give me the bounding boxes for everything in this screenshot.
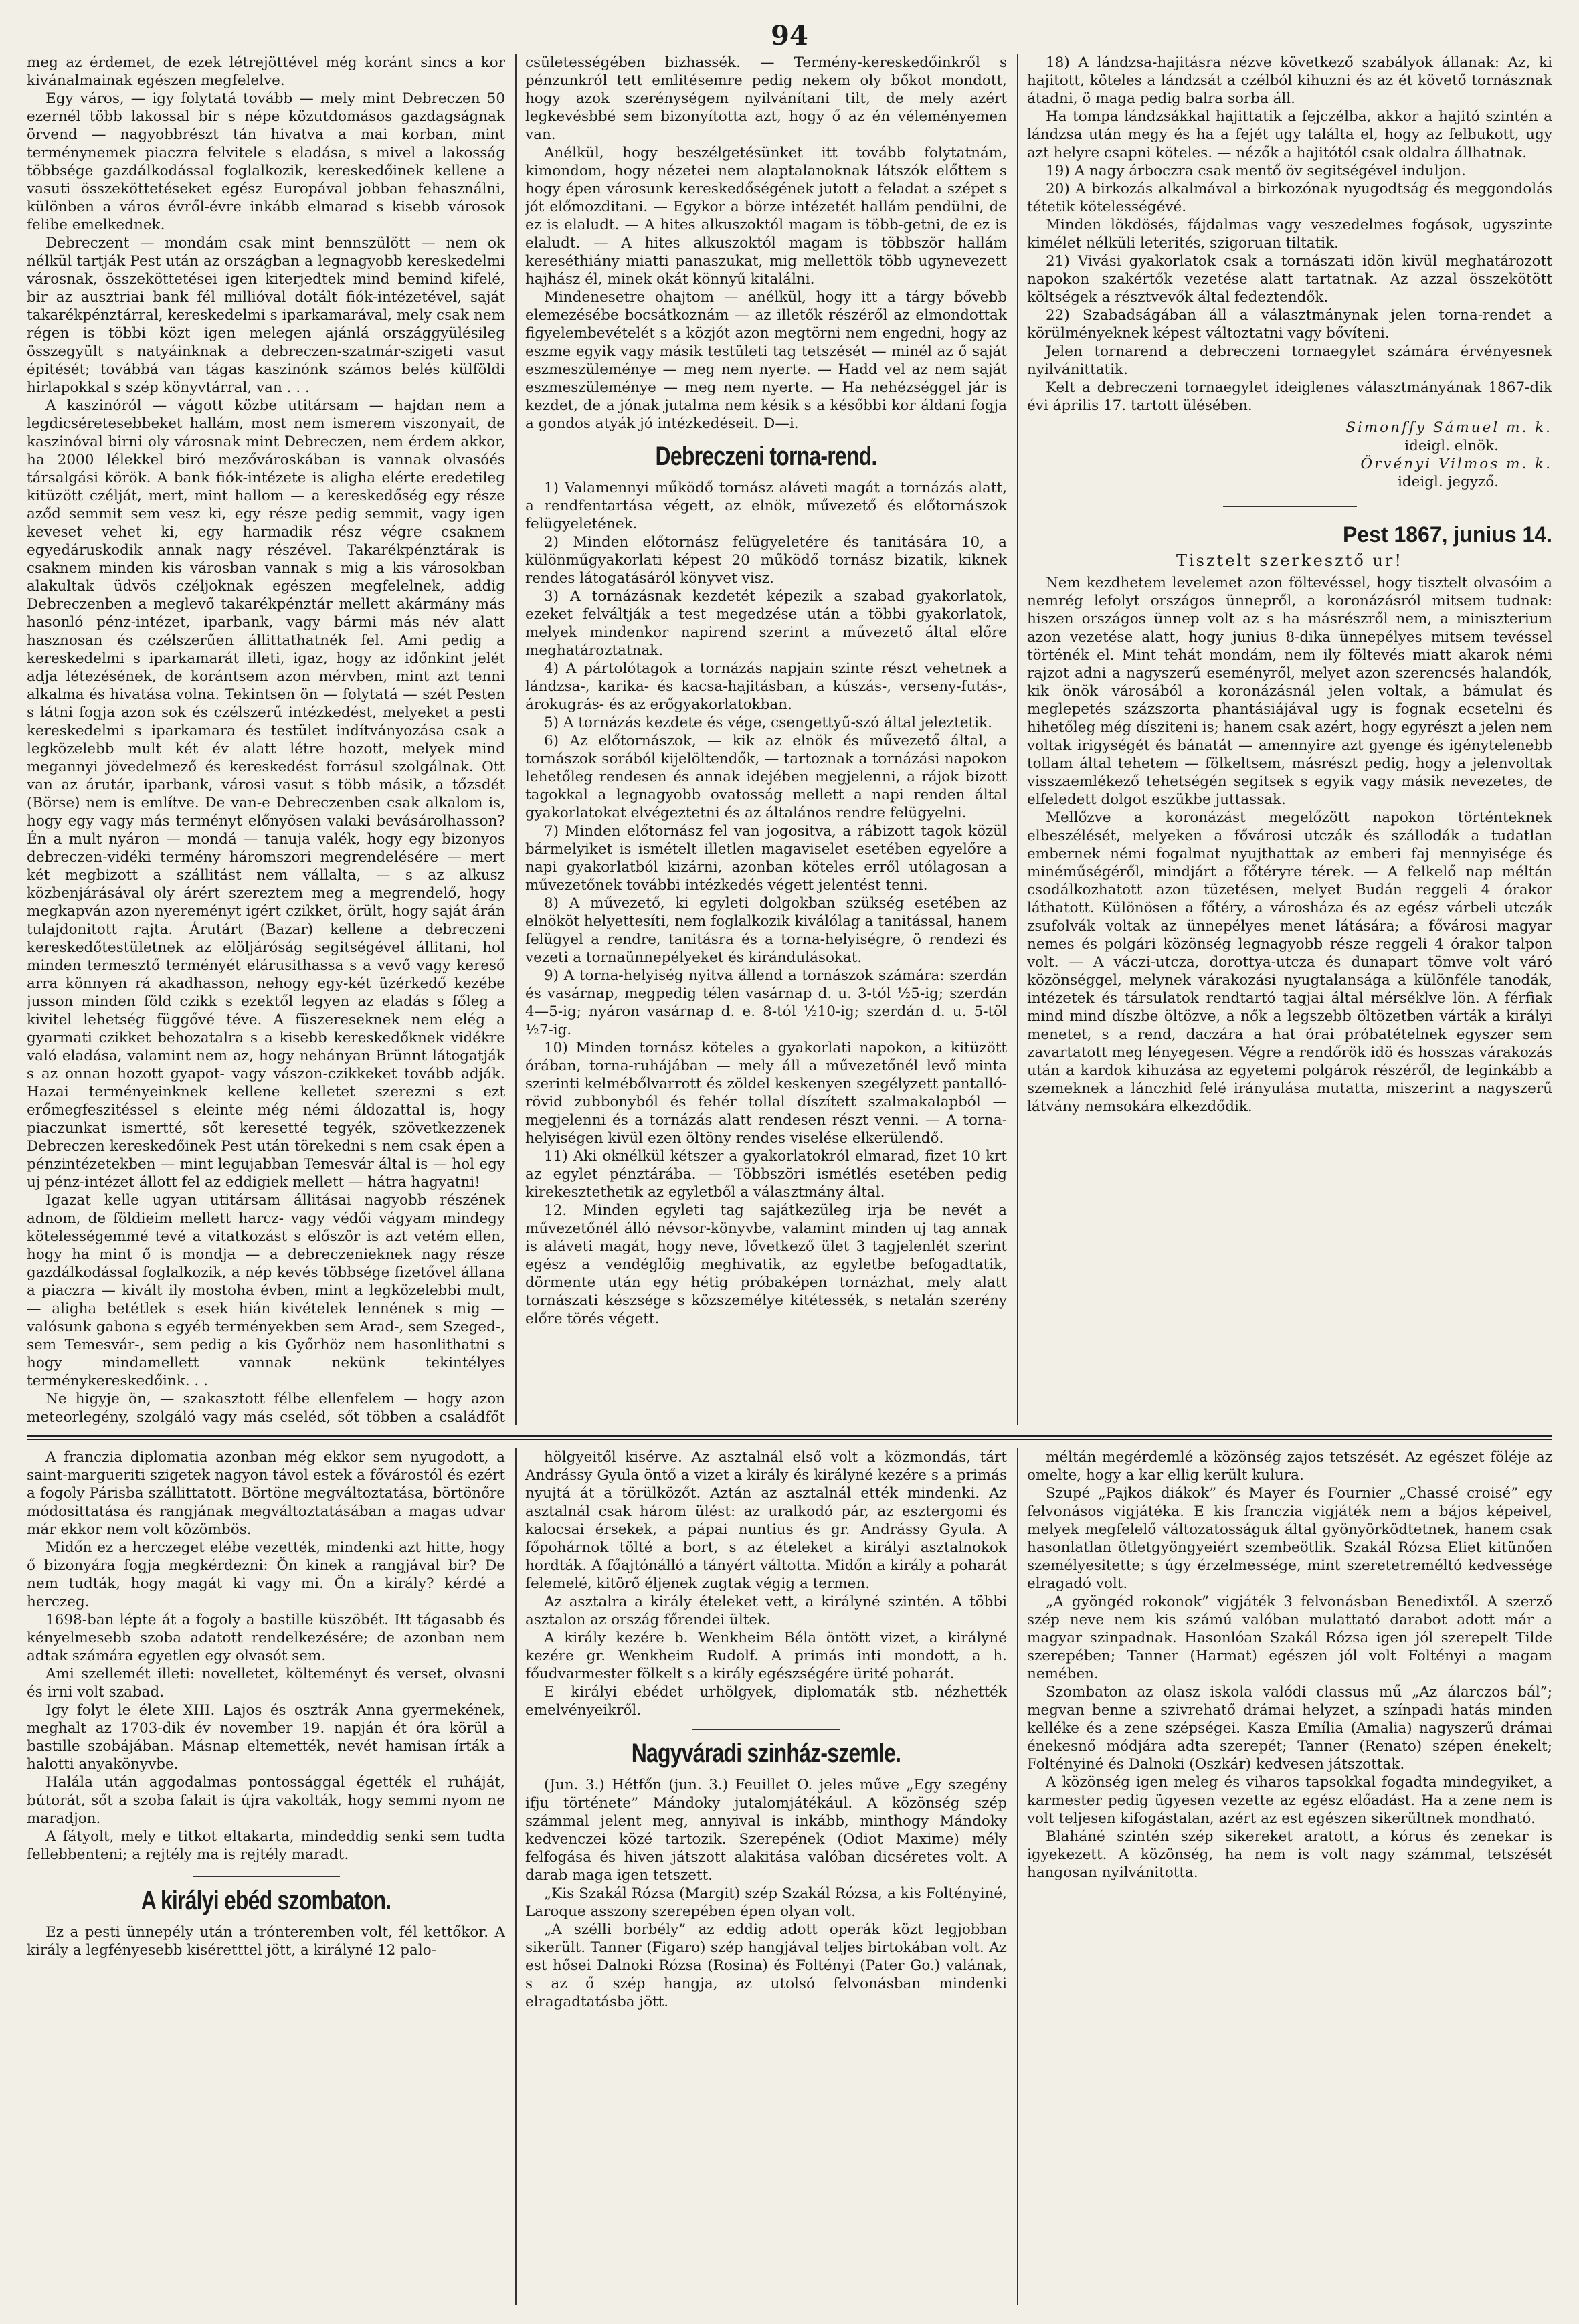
letter-paragraph: Nem kezdhetem levelemet azon föltevéssel, hogy tisztelt olvasóim a nemrég lefolyt országos ünnepről, a koronázásról mitsem tudnak: hiszen országos ünnep volt az s ha másrészről nem, a miniszterium azon vezetése alatt, hogy junius 8-dika ünnepélyes mitsem tevéssel történék el. Mint tehát mondám, nem ily föltevés miatt akarok némi rajzot adni a nagyszerű eseményről, melyet azon szerencsés halandók, kik önök városából a koronázásnál jelen voltak, a bámulat és meglepetés százszorta phantásiájával ugy is fognak ecsetelni és hihetőleg még dísziteni is; hanem csak azért, hogy egyrészt a jelen nem voltak irigységét és bánatát — amennyire azt gyenge és igénytelenebb tollam által tehetem — fölkeltsem, másrészt pedig, hogy a jelenvoltak visszaemlékező tehetségén segitsek s egyik vagy másik nevezetes, de elfeledett dolgot eszükbe juttassak. (1027, 575, 1552, 808)
short-divider-3 (692, 1729, 840, 1730)
column-divider-2 (1017, 54, 1018, 1425)
letter-paragraph: Mellőzve a koronázást megelőzött napokon történteknek elbeszélését, melyeken a fővárosi utczák és szállodák a tudatlan embernek némi fogalmat nyujthattak az emberi faj mennyisége és minéműségéről, mindjárt a főtéryre térek. — A felkelő nap méltán csodálkozhatott azon tüzetésen, melyet Budán reggeli 4 órakor láthatott. Különösen a főtéry, a városháza és az egész várbeli utczák zsufolvák voltak az ünnepélyes menet látására; a fővárosi magyar nemes és polgári közönség legnagyobb része reggeli 4 órakor talpon volt. — A váczi-utcza, dorottya-utcza és dunapart tömve volt váró közönséggel, melynek várakozási nyugtalansága a különféle tanodák, intézetek és társulatok rendtartó tagjai által mérséklve lön. A férfiak mind mind díszbe öltözve, a nők a legszebb öltözetben várták a királyi menetet, s a rend, daczára a hat órai próbatételnek egyszer sem zavartatott meg lényegesen. Végre a rendőrök idö és hosszas várakozás után a kardok kihuzása az egyetemi polgárok részéről, de leginkább a szemeknek a lánczhid felé irányulása mutatta, miszerint a nagyszerű látvány nemsokára elkezdődik. (1027, 809, 1552, 1115)
rule-item: 7) Minden előtornász fel van jogositva, a rábizott tagok közül bármelyiket is ismételt illetlen magaviselet esetében egyelőre a napi gyakorlatból kizárni, azonban köteles erről utólagosan a művezetőnek további intézkedés végett jelentést tenni. (525, 823, 1007, 894)
rule-item: 5) A tornázás kezdete és vége, csengettyű-szó által jeleztetik. (544, 714, 992, 731)
paragraph: A fátyolt, mely e titkot eltakarta, mindeddig senki sem tudta fellebbenteni; a rejtély ma is rejtély maradt. (27, 1828, 505, 1863)
rule-item: Kelt a debreczeni tornaegylet ideiglenes választmányának 1867-dik évi április 17. tartott ülésében. (1027, 379, 1552, 414)
bottom-column-1 (27, 1448, 505, 2305)
review-paragraph: „A szélli borbély” az eddig adott operák közt legjobban sikerült. Tanner (Figaro) szép hangjával teljes birtokában volt. Az est hősei Dalnoki Rózsa (Rosina) és Foltényi (Pater Go.) valának, s az ő szép hangja, az utolsó felvonásban mindenki elragadtatásba jött. (525, 1921, 1007, 2010)
salutation: Tisztelt szerkesztő ur! (1176, 551, 1404, 570)
paragraph: Halála után aggodalmas pontossággal égették el ruháját, bútorát, sőt a szoba falait is újra vakolták, hogy semmi nyom ne maradjon. (27, 1774, 505, 1827)
short-divider-2 (193, 1876, 340, 1877)
rule-item: 3) A tornázásnak kezdetét képezik a szabad gyakorlatok, ezeket felváltják a test megedzése után a többi gyakorlatok, melyek mindenkor napirend szerint a művezető által előre meghatároztatnak. (525, 588, 1007, 659)
rule-item: 4) A pártolótagok a tornázás napjain szinte részt vehetnek a lándzsa-, karika- és kacsa-hajitásban, a kúszás-, verseny-futás-, árokugrás- és az erőgyakorlatokban. (525, 660, 1007, 713)
bottom-column-1-body (27, 1448, 505, 1864)
paragraph: A király kezére b. Wenkheim Béla öntött vizet, a királyné kezére gr. Wenkheim Rudolf. A primás inti mondott, a h. főudvarmester fölkelt s a király egészségére ürité poharát. (525, 1630, 1007, 1682)
paragraph: Szombaton az olasz iskola valódi classus mű „Az álarczos bál”; megvan benne a szivrehatő drámai helyzet, a színpadi hatás minden kelléke és a zene szépségei. Kasza Emília (Amalia) nagyszerű drámai énekesnő módjára adta szerepét; Tanner (Renato) szépen énekelt; Foltényiné és Dalnoki (Oszkár) kedvesen játszottak. (1027, 1684, 1552, 1773)
signature-president: Simonffy Sámuel m. k. (1345, 419, 1552, 436)
review-paragraph: (Jun. 3.) Hétfőn (jun. 3.) Feuillet O. jeles műve „Egy szegény ifju története” Mándoky jutalomjátékául. A közönség szép számmal jelent meg, annyival is inkább, minthogy Mándoky kedvenczei közé tartozik. Szerepének (Odiot Maxime) mély felfogása és hiven játszott alakitása valóban dicséretes volt. A darab maga igen tetszett. (525, 1777, 1007, 1884)
paragraph: csületességében bizhassék. — Termény-kereskedőinkről s pénzunkról tett emlitésemre pedig nekem oly bőkot mondott, hogy azok szerénységem nyilvánítani tilt, de mely azért legkevésbbé sem bizonyította azt, hogy ő az én véleményemen van. (525, 54, 1007, 143)
rule-item: 21) Vivási gyakorlatok csak a tornászati idön kivül meghatározott napokon szakértők vezetése alatt tartatnak. Az azzal összekötött költségek a résztvevők által fedeztendők. (1027, 253, 1552, 306)
rule-item: 6) Az előtornászok, — kik az elnök és művezető által, a tornászok sorából kijelöltendők, — tartoznak a tornázási napokon lehetőleg rendesen és annak idejében megjelenni, a rájok bizott tagokkal a legnagyobb ovatosság mellett a napi renden által gyakorlatokat elvégeztetni és az általános rendre felügyelni. (525, 733, 1007, 821)
bottom-divider-1 (515, 1448, 517, 2305)
rule-item: 11) Aki oknélkül kétszer a gyakorlatokról elmarad, fizet 10 krt az egylet pénztárába. — Többszöri ismétlés esetében pedig kirekesztethetik az egyletből a választmány által. (525, 1148, 1007, 1201)
paragraph: Midőn ez a herczeget elébe vezették, mindenki azt hitte, hogy ő bizonyára fogja megkérdezni: Ön kinek a rangjával bir? De nem tudták, hogy magát ki vagy mi. Ön a király? kérdé a herczeg. (27, 1539, 505, 1610)
column-3 (1027, 54, 1552, 1425)
paragraph: Ne higyje ön, — szakasztott félbe ellenfelem — hogy azon meteorlegény, szolgáló vagy más cseléd, sőt többen a családfőt (27, 1391, 505, 1425)
closing-paragraph: Ez a pesti ünnepély után a trónteremben volt, fél kettőkor. A király a legfényesebb kiséretttel jött, a királyné 12 palo- (27, 1924, 505, 1959)
bottom-column-3-body (1027, 1448, 1552, 1882)
rule-item: 2) Minden előtornász felügyeletére és tanitására 10, a különműgyakorlati képest 20 működő tornász bizatik, kiknek rendes látogatásáról könyvet visz. (525, 534, 1007, 587)
paragraph: Az asztalra a király ételeket vett, a királyné szintén. A többi asztalon az ország főrendei ültek. (525, 1593, 1007, 1628)
torna-rend-rules (525, 479, 1007, 1328)
review-paragraph: „Kis Szakál Rózsa (Margit) szép Szakál Rózsa, a kis Foltényiné, Laroque asszony szerepében épen olyan volt. (525, 1885, 1007, 1920)
bottom-column-2-body (525, 1448, 1007, 1719)
rule-item: Jelen tornarend a debreczeni tornaegylet számára érvényesnek nyilvánittatik. (1027, 343, 1552, 378)
section-title-kiralyi-ebed: A királyi ebéd szombaton. (141, 1886, 391, 1915)
newspaper-page (27, 13, 1552, 2308)
column-3-rules (1027, 54, 1552, 415)
column-2 (525, 54, 1007, 1425)
bottom-column-3 (1027, 1448, 1552, 2305)
signature-secretary-title: ideigl. jegyző. (1398, 474, 1499, 490)
column-1-body (27, 54, 505, 1425)
rule-item: 10) Minden tornász köteles a gyakorlati napokon, a kitüzött órában, torna-ruhájában — mely áll a művezetőnél levő minta szerinti kelmébőlvarrott és zöldel keskenyen szegélyzett pantalló-rövid zubbonyból és fehér tollal díszített szalmakalapból — megjelenni és a tornázás alatt rendesen részt venni. — A torna-helyiségen kivül ezen öltöny rendes viselése elkerülendő. (525, 1040, 1007, 1147)
paragraph: Szupé „Pajkos diákok” és Mayer és Fournier „Chassé croisé” egy felvonásos vigjátéka. E kis franczia vigjáték nem a bájos képeivel, melyek megfelelő változatosságuk által gyönyörködtetnek, hanem csak hasonlatlan ötletgyöngyeiért szembeötlik. Szakál Rózsa Eliet kitünően személyesitette; s úgy érzelmessége, mint szeretetreméltó kedvessége elragadó volt. (1027, 1485, 1552, 1592)
paragraph: A közönség igen meleg és viharos tapsokkal fogadta mindegyiket, a karmester pedig ügyesen vezette az egész előadást. Ha a zene nem is volt teljesen kifogástalan, azért az est egészen sikerültnek mondható. (1027, 1774, 1552, 1827)
short-divider (1223, 506, 1357, 507)
paragraph: Igazat kelle ugyan utitársam állitásai nagyobb részének adnom, de földieim mellett harcz- vagy védői vágyam mindegy kötelességemmé tevé a vitatkozást s először is azt vetém ellen, hogy ha mint ő is mondja — a debreczenieknek nagy része gazdálkodással foglalkozik, a nép kevés többsége fizetővel állana a piaczra — kivált ily mostoha évben, mint a legközelebbi mult, — aligha betétlek s esek hián kivételek lennének s mig — valósunk gabona s egyéb terményekben sem Arad-, sem Szeged-, sem Temesvár-, sem pedig a kis Győrhöz nem hasonlithatni s hogy mindamellett vannak nekünk tekintélyes terménykereskedőink. . . (27, 1192, 505, 1389)
paragraph: „A gyöngéd rokonok” vigjáték 3 felvonásban Benedixtől. A szerző szép neve nem kis számú valóban mulattató darabot adott már a magyar szinpadnak. Hasonlóan Szakál Rózsa igen jól szerepelt Tilde szerepében; Tanner (Harmat) egészen jól volt Foltényi a magam nemében. (1027, 1593, 1552, 1682)
paragraph: A franczia diplomatia azonban még ekkor sem nyugodott, a saint-margueriti szigetek nagyon távol estek a fővárostól és ezért a fogoly Párisba szállittatott. Börtöne megváltoztatása, börtönőre módosittatása és rangjának megváltoztatásában a magas udvar már ekkor nem volt közömbös. (27, 1449, 505, 1538)
signature-president-title: ideigl. elnök. (1404, 438, 1499, 454)
paragraph: Egy város, — igy folytatá tovább — mely mint Debreczen 50 ezernél több lakossal bir s népe közutdomásos gazdagságnak örvend — nagyobbrészt tán hivatva a mai korban, mint terménynemek piaczra felvitele s eladása, s mivel a lakosság többsége gazdálkodással foglalkozik, kereskedőinek kellene a vasuti összeköttetéseket egész Europával jobban fehasználni, különben a város évről-évre inkább elmarad s kisebb városok felibe emelkednek. (27, 90, 505, 233)
paragraph: meg az érdemet, de ezek létrejöttével még koránt sincs a kor kivánalmainak egészen megfelelve. (27, 54, 505, 89)
column-divider-1 (515, 54, 517, 1425)
section-title-torna-rend: Debreczeni torna-rend. (655, 442, 877, 471)
rule-item: 18) A lándzsa-hajitásra nézve következő szabályok állanak: Az, ki hajitott, köteles a lándzsát a czélból kihuzni és az ét követő tornásznak átadni, ö maga pedig balra sorba áll. (1027, 54, 1552, 107)
rule-item: 20) A birkozás alkalmával a birkozónak nyugodtság és meggondolás tétetik kötelességévé. (1027, 181, 1552, 215)
theatre-review (525, 1776, 1007, 2011)
paragraph: méltán megérdemlé a közönség zajos tetszését. Az egészet föléje az omelte, hogy a kar ellig került kulura. (1027, 1449, 1552, 1484)
rule-item: 9) A torna-helyiség nyitva állend a tornászok számára: szerdán és vasárnap, megpedig télen vasárnap d. u. 3-tól ½5-ig; szerdán 4—5-ig; nyáron vasárnap d. e. 8-tól ½10-ig; szerdán d. u. 5-töl ½7-ig. (525, 967, 1007, 1038)
paragraph: A kaszinóról — vágott közbe utitársam — hajdan nem a legdicséretesebbeket hallám, most nem ismerem viszonyait, de kaszinóval birni oly városnak mint Debreczen, nem érdem akkor, ha 2000 lélekkel biró mezővároskában is vannak olvasóés társalgási körök. A bank fiók-intézete is aligha elérte eredetileg kitüzött czélját, mert, mint hallom — a kereskedőség egy része aződ semmit sem vesz ki, egy része pedig semmit, vagy igen keveset vehet ki, egy harmadik rész végre csaknem egyedáruskodik annak nagy részével. Takarékpénztárak is csaknem minden kis városban vannak s mig a kis városokban alakultak üdvös czéljoknak egészen megfelelnek, addig Debreczenben a meglevő takarékpénztár mellett akármány más hasonló pénz-intézet, iparbank, vagy bármi más név alatt hasznosan és czélszerűen állittathatnék fel. Ami pedig a kereskedelmi s iparkamarát illeti, igaz, hogy az időnkint jelét adja létezésének, de korántsem azon mérvben, mint azt tenni alkalma és hivatása volna. Tekintsen ön — folytatá — szét Pesten s látni fogja azon sok és czélszerű intézkedést, melyeket a pesti kereskedelmi s iparkamara és testület indítványozása csak a legközelebb mult két év alatt létre hozott, melyek mind megannyi jövedelmező és kereskedést forrásul szolgálnak. Ott van az árutár, iparbank, városi vasut s több másik, a tőzsdét (Börse) nem is említve. De van-e Debreczenben csak alkalom is, hogy egy vagy más terményt előnyösen valaki bevásárolhasson? Én a mult nyáron — mondá — tanuja valék, hogy egy bizonyos debreczen-vidéki termény háromszori megrendelésére — mert két megbizott a szállitást nem vállalta, — s az alkusz közbenjárásával oly árért szereztem meg a megrendelő, hogy megkapván azon nyereményt igért czikket, örült, hogy saját árán tulajdonitott rajta. Árutárt (Bazar) kellene a debreczeni kereskedőtestületnek az elöljáróság segitségével állitani, hol minden termesztő terményét elárusithassa s a vevő vagy kereső arra könnyen rá akadhasson, nehogy egy-két üzérkedő kezébe jusson minden föld czikk s ezektől legyen az eladás s főleg a kivitel lehetség függővé téve. A füszereseknek nem elég a gyarmati czikket behozatalra s a kisebb kereskedőknek vidékre való eladása, valamint nem az, hogy nehányan Brünnt látogatják s az onnan hozott gyapot- vagy vászon-czikkeket tovább adják. Hazai terményeinknek kellene kelletet szerezni s ezt erőmegfeszitéssel s eleinte még némi áldozattal is, hogy piaczunkat ismertté, sőt keresetté tegyék, szövetkezzenek Debreczen kereskedőinek Pest után törekedni s nem csak épen a pénzintézetekben — mint legujabban Temesvár által is — hol egy uj pénz-intézet állott fel az eddigiek mellett — hátra hagyatni! (27, 397, 505, 1191)
signature-secretary: Örvényi Vilmos m. k. (1360, 456, 1552, 472)
paragraph: Anélkül, hogy beszélgetésünket itt tovább folytatnám, kimondom, hogy nézetei nem alaptalanoknak látszók előttem s hogy épen városunk kereskedőségének jutott a feladat a szépet s jót előmozditani. — Egykor a börze intézetét hallám pendülni, de ez is elaludt. — A hites alkuszoktól magam is több-getni, de ez is elaludt. — A hites alkuszoktól magam is többször hallám kereséthiány miatti panaszukat, mig mellettök több ugynevezett hajhász él, minek okát könnyű kitalálni. (525, 144, 1007, 288)
signature-block (1027, 419, 1552, 491)
feuilleton-rule-top-2 (27, 1439, 1552, 1440)
rule-item: 12. Minden egyleti tag sajátkezüleg irja be nevét a művezetőnél álló névsor-könyvbe, valamint minden uj tag annak is aláveti magát, hogy neve, lővetkező ület 3 tagjelenlét szerint egész a vendéglőig meghivatik, az egyletbe befogadtatik, dörmente után egy hétig próbaképen tornázhat, mely alatt tornászati készsége s közszemélye kitétessék, s netalán szerény előre törés végett. (525, 1202, 1007, 1327)
rule-item: 8) A művezető, ki egyleti dolgokban szükség esetében az elnököt helyettesíti, nem foglalkozik kiválólag a tanitással, hanem felügyel a rendre, tanitásra és a torna-helyiségre, ö rendezi és vezeti a tornaünnepélyeket és kirándulásokat. (525, 895, 1007, 966)
feuilleton-rule-top (27, 1435, 1552, 1437)
paragraph: Blaháné szintén szép sikereket aratott, a kórus és zenekar is igyekezett. A közönség, ha nem is volt nagy számmal, tetszését hangosan nyilvánitotta. (1027, 1828, 1552, 1881)
paragraph: Ami szellemét illeti: novelletet, költeményt és verset, olvasni és irni volt szabad. (27, 1666, 505, 1701)
paragraph: Mindenesetre ohajtom — anélkül, hogy itt a tárgy bővebb elemezésébe bocsátkoznám — az illetők részéről az elmondottak figyelembevételét s a közjót azon megtörni nem engedni, hogy az eszme egyik vagy másik testületi tag tetszését — minél az ő saját eszmeszüleménye — meg nem nyerte. — Hadd vel az nem saját eszmeszüleménye — meg nem nyerte. — Ha nehézséggel jár is kezdet, de a jónak jutalma nem késik s a későbbi kor áldani fogja a gondos atyák jó intézkedéseit. D—i. (525, 289, 1007, 432)
paragraph: hölgyeitől kisérve. Az asztalnál első volt a közmondás, tárt Andrássy Gyula öntő a vizet a király és királyné kezére s a primás nyujtá át a törülközőt. Aztán az asztalnál ették mindenki. Az asztalnál csak három ülést: az uralkodó pár, az esztergomi és kalocsai érsekek, a pápai nuntius és gr. Andrássy Gyula. A főpohárnok tölté a bort, s az ételeket a királyi asztalnokok hordták. A főajtónálló a tányért váltotta. Midőn a király a poharát felemelé, kitörő éljenek zugtak végig a termen. (525, 1449, 1007, 1592)
dateline: Pest 1867, junius 14. (1342, 522, 1552, 547)
page-number: 94 (771, 20, 808, 52)
column-1 (27, 54, 505, 1425)
column-2-intro (525, 54, 1007, 433)
rule-item: Ha tompa lándzsákkal hajittatik a fejczélba, akkor a hajitó szintén a lándzsa után megy és ha a fejét ugy találta el, hogy az felbukott, ugy azt helyre csapni köteles. — nézők a hajitótól csak oldalra állhatnak. (1027, 108, 1552, 161)
paragraph: E királyi ebédet urhölgyek, diplomaták stb. nézhették emelvényeikről. (525, 1684, 1007, 1719)
section-title-szinhaz-szemle: Nagyváradi szinház-szemle. (631, 1739, 901, 1768)
rule-item: 19) A nagy árboczra csak mentő öv segitségével induljon. (1046, 163, 1466, 179)
rule-item: 1) Valamennyi működő tornász aláveti magát a tornázás alatt, a rendfentartása végett, az elnök, művezető és előtornászok felügyeletének. (525, 480, 1007, 532)
paragraph: 1698-ban lépte át a fogoly a bastille küszöbét. Itt tágasabb és kényelmesebb szoba adatott rendelkezésére; de azonban nem adtak számára egyetlen egy olvasót sem. (27, 1612, 505, 1664)
bottom-column-2 (525, 1448, 1007, 2305)
paragraph: Igy folyt le élete XIII. Lajos és osztrák Anna gyermekének, meghalt az 1703-dik év november 19. napján ét óra körül a bastille szobájában. Másnap eltemették, nevét hamisan írták a halotti anyakönyvbe. (27, 1702, 505, 1773)
bottom-divider-2 (1017, 1448, 1018, 2305)
rule-item: Minden lökdösés, fájdalmas vagy veszedelmes fogások, ugyszinte kimélet nélküli leterités, szigoruan tiltatik. (1027, 217, 1552, 252)
letter-body (1027, 574, 1552, 1116)
paragraph: Debreczent — mondám csak mint bennszülött — nem ok nélkül tartják Pest után az országban a legnagyobb kereskedelmi városnak, összeköttetései igen kiterjedtek mind bemind kifelé, bir az ausztriai bank fél millióval dotált fiók-intézetével, saját takarékpénztárral, kereskedelmi s iparkamarával, mely csak nem régen is többi közt igen melegen ajánlá országgyülésileg összegyült s natyáinknak a debreczen-szatmár-szigeti vasut épitését; továbbá van tágas kaszinónk számos belés külföldi hirlapokkal s szép könyvtárral, van . . . (27, 235, 505, 396)
rule-item: 22) Szabadságában áll a választmánynak jelen torna-rendet a körülményeknek képest változtatni vagy bővíteni. (1027, 307, 1552, 342)
